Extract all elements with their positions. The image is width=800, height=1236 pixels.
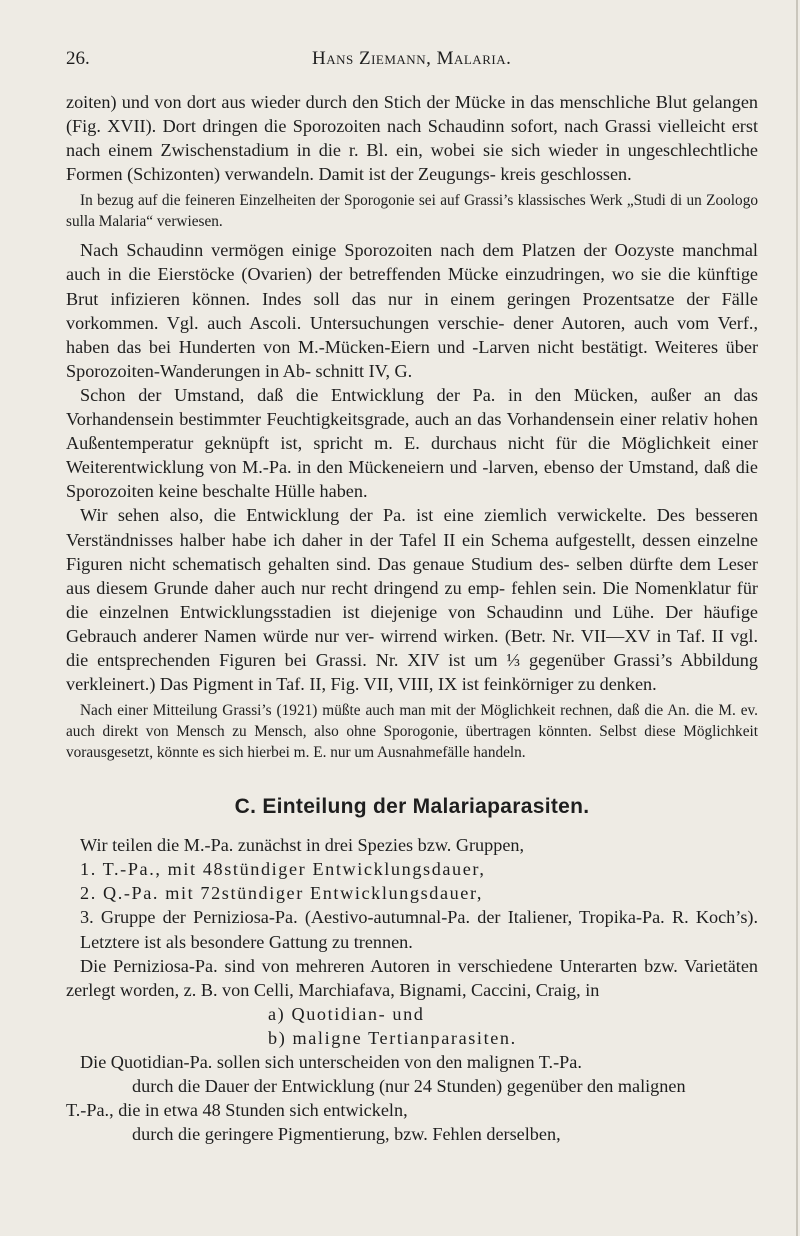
difference-duration: durch die Dauer der Entwicklung (nur 24 Stunden) gegenüber den malignen (132, 1076, 686, 1097)
body-text (66, 90, 758, 1146)
section-heading: C. Einteilung der Malariaparasiten. (234, 795, 590, 819)
paragraph-sporozoites-blood: zoiten) und von dort aus wieder durch den Stich der Mücke in das menschliche Blut gelangen (Fig. XVII). Dort dringen die Sporozoiten nach Schaudinn sofort, nach Grassi vielleicht erst nach einem Zwischenstadium in die r. Bl. ein, wobei sie sich wieder in ungeschlechtliche Formen (Schizonten) verwandeln. Damit ist der Zeugungs- kreis geschlossen. (66, 92, 758, 185)
difference-pigment: durch die geringere Pigmentierung, bzw. Fehlen derselben, (132, 1124, 561, 1145)
paragraph-ovarian-infection: Nach Schaudinn vermögen einige Sporozoiten nach dem Platzen der Oozyste manchmal auch in die Eierstöcke (Ovarien) der betreffenden Mücke einzudringen, wo sie die künftige Brut infizieren können. Indes soll das nur in einem geringen Prozentsatze der Fälle vorkommen. Vgl. auch Ascoli. Untersuchungen verschie- dener Autoren, auch vom Verf., haben das bei Hunderten von M.-Mücken-Eiern und -Larven nicht bestätigt. Weiteres über Sporozoiten-Wanderungen in Ab- schnitt IV, G. (66, 240, 758, 381)
page-header (66, 48, 748, 72)
list-item-quartana: 2. Q.-Pa. mit 72stündiger Entwicklungsdauer, (80, 883, 484, 904)
sub-item-quotidian: a) Quotidian- und (268, 1003, 425, 1024)
paragraph-nomenclature: Wir sehen also, die Entwicklung der Pa. ist eine ziemlich verwickelte. Des besseren Verständnisses halber habe ich daher in der Tafel II ein Schema aufgestellt, dessen einzelne Figuren nicht schematisch gehalten sind. Das genaue Studium des- selben dürfte dem Leser aus diesem Grunde daher auch nur recht dringend zu emp- fehlen sein. Die Nomenklatur für die einzelnen Entwicklungsstadien ist diejenige von Schaudinn und Lühe. Der häufige Gebrauch anderer Namen würde nur ver- wirrend wirken. (Betr. Nr. VII—XV in Taf. II vgl. die entsprechenden Figuren bei Grassi. Nr. XIV ist um ⅓ gegenüber Grassi’s Abbildung verkleinert.) Das Pigment in Taf. II, Fig. VII, VIII, IX ist feinkörniger zu denken. (66, 505, 758, 695)
page-number: 26. (66, 48, 90, 69)
paragraph-temperature: Schon der Umstand, daß die Entwicklung der Pa. in den Mücken, außer an das Vorhandensein bestimmter Feuchtigkeitsgrade, auch an das Vorhandensein einer relativ hohen Außentemperatur geknüpft ist, spricht m. E. durchaus nicht für die Möglichkeit einer Weiterentwicklung von M.-Pa. in den Mückeneiern und -larven, ebenso der Umstand, daß die Sporozoiten keine beschalte Hülle haben. (66, 384, 758, 502)
list-item-perniziosa: 3. Gruppe der Perniziosa-Pa. (Aestivo-autumnal-Pa. der Italiener, Tropika-Pa. R. Koch’s). Letztere ist als besondere Gattung zu trennen. (80, 907, 758, 952)
difference-duration-cont: T.-Pa., die in etwa 48 Stunden sich entwickeln, (66, 1100, 408, 1121)
paragraph-species-intro: Wir teilen die M.-Pa. zunächst in drei Spezies bzw. Gruppen, (80, 835, 525, 856)
sub-item-maligne: b) maligne Tertianparasiten. (268, 1027, 517, 1048)
paragraph-quotidian-differences: Die Quotidian-Pa. sollen sich unterscheiden von den malignen T.-Pa. (80, 1052, 582, 1072)
page-edge (796, 0, 798, 1236)
running-title: Hans Ziemann, Malaria. (312, 48, 512, 69)
list-item-tertiana: 1. T.-Pa., mit 48stündiger Entwicklungsdauer, (80, 859, 486, 880)
footnote-grassi-studi: In bezug auf die feineren Einzelheiten der Sporogonie sei auf Grassi’s klassisches Werk „Studi di un Zoologo sulla Malaria“ verwiesen. (66, 192, 758, 231)
paragraph-subspecies: Die Perniziosa-Pa. sind von mehreren Autoren in verschiedene Unterarten bzw. Varietäten zerlegt worden, z. B. von Celli, Marchiafava, Bignami, Caccini, Craig, in (66, 955, 758, 1000)
footnote-direct-transmission: Nach einer Mitteilung Grassi’s (1921) müßte auch man mit der Möglichkeit rechnen, daß die An. die M. ev. auch direkt von Mensch zu Mensch, also ohne Sporogonie, übertragen könnten. Selbst diese Möglichkeit vorausgesetzt, könnte es sich hierbei m. E. nur um Ausnahmefälle handeln. (66, 702, 758, 762)
